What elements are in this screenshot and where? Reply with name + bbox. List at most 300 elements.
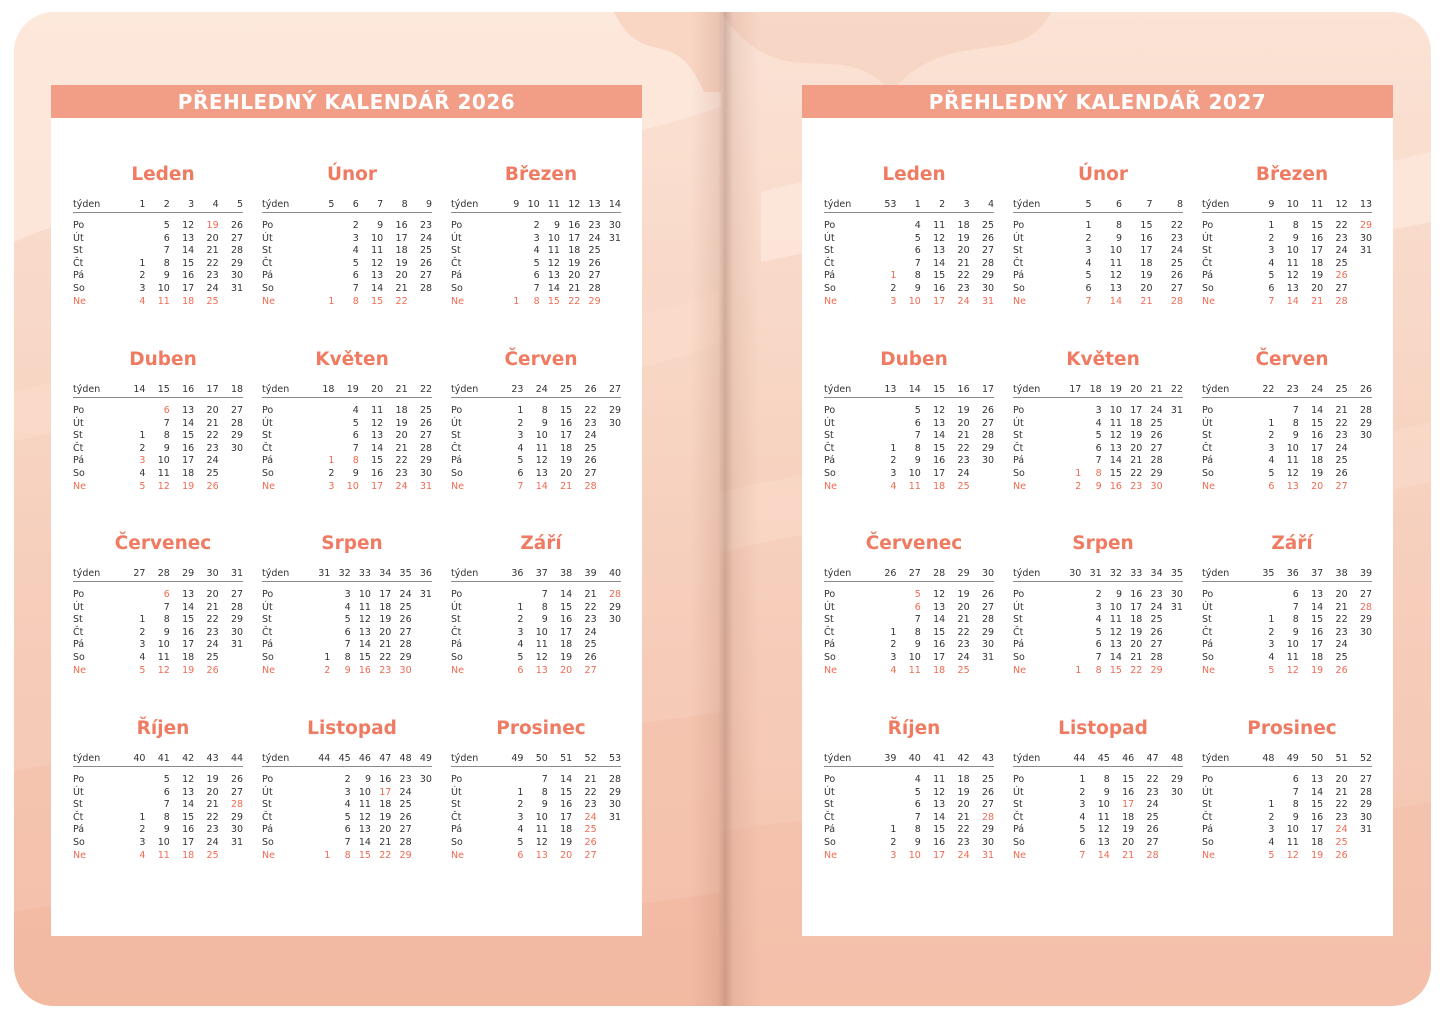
date-cell: 19 bbox=[395, 417, 408, 429]
date-cell: 3 bbox=[1268, 639, 1275, 651]
week-numbers-row bbox=[73, 750, 243, 767]
day-row bbox=[1013, 296, 1183, 309]
date-cell: 2 bbox=[1268, 430, 1275, 442]
day-row bbox=[73, 296, 243, 309]
date-cell: 2 bbox=[139, 626, 146, 638]
month-name: Únor bbox=[1077, 164, 1129, 185]
date-cell: 11 bbox=[933, 220, 946, 231]
date-cell: 4 bbox=[914, 220, 921, 231]
date-cell: 3 bbox=[344, 589, 351, 600]
day-grid bbox=[73, 589, 243, 677]
week-number: 28 bbox=[933, 567, 946, 579]
date-cell: 23 bbox=[588, 220, 601, 231]
date-cell: 5 bbox=[1268, 270, 1275, 282]
date-cell: 5 bbox=[517, 651, 524, 663]
date-cell bbox=[601, 270, 621, 283]
date-cell bbox=[310, 812, 330, 825]
date-cell: 7 bbox=[914, 811, 921, 823]
date-cell: 26 bbox=[1335, 467, 1348, 479]
date-cell: 31 bbox=[230, 639, 244, 651]
date-cell bbox=[412, 652, 432, 665]
week-number: 6 bbox=[1115, 198, 1122, 210]
weekday-label: Čt bbox=[451, 811, 462, 823]
date-cell: 10 bbox=[535, 430, 548, 442]
date-cell bbox=[1348, 468, 1372, 481]
weekday-label: So bbox=[824, 282, 836, 294]
date-cell: 10 bbox=[908, 467, 921, 479]
date-cell: 14 bbox=[1109, 651, 1122, 663]
date-cell bbox=[310, 589, 330, 602]
day-columns bbox=[1250, 233, 1372, 246]
day-row bbox=[451, 589, 621, 602]
day-columns bbox=[310, 787, 432, 800]
day-row bbox=[824, 799, 994, 812]
weekday-label: Pá bbox=[1202, 824, 1214, 836]
day-row bbox=[451, 468, 621, 481]
date-cell bbox=[597, 850, 621, 863]
weekday-label: St bbox=[1013, 245, 1023, 257]
month-name: Červenec bbox=[114, 533, 212, 554]
weekday-label: St bbox=[1202, 614, 1212, 626]
week-columns bbox=[872, 199, 994, 210]
day-row bbox=[73, 455, 243, 468]
week-number: 19 bbox=[1109, 383, 1122, 395]
date-cell: 23 bbox=[1170, 232, 1183, 244]
day-row bbox=[451, 665, 621, 678]
date-cell: 22 bbox=[1170, 220, 1183, 231]
day-row bbox=[451, 774, 621, 787]
date-cell: 4 bbox=[139, 651, 146, 663]
week-number: 28 bbox=[157, 567, 170, 579]
date-cell: 6 bbox=[1079, 836, 1086, 848]
weekday-label: Po bbox=[73, 220, 85, 231]
week-number: 1 bbox=[914, 198, 921, 210]
weekday-label: Čt bbox=[262, 442, 273, 454]
date-cell bbox=[121, 787, 145, 800]
day-columns bbox=[1250, 787, 1372, 800]
date-cell: 28 bbox=[399, 639, 412, 651]
date-cell bbox=[1348, 639, 1372, 652]
date-cell: 21 bbox=[584, 589, 597, 600]
date-cell: 5 bbox=[533, 257, 540, 269]
day-columns bbox=[121, 837, 243, 850]
day-row bbox=[451, 245, 621, 258]
day-grid bbox=[1202, 405, 1372, 493]
day-row bbox=[262, 787, 432, 800]
day-grid bbox=[451, 589, 621, 677]
week-numbers-row bbox=[451, 565, 621, 582]
date-cell: 29 bbox=[1359, 799, 1373, 811]
date-cell: 23 bbox=[206, 270, 219, 282]
date-cell: 29 bbox=[1359, 417, 1373, 429]
weekday-label: Po bbox=[1202, 589, 1214, 600]
day-row bbox=[262, 443, 432, 456]
date-cell: 29 bbox=[588, 295, 601, 307]
date-cell: 23 bbox=[395, 467, 408, 479]
date-cell: 4 bbox=[344, 799, 351, 811]
date-cell: 14 bbox=[535, 480, 548, 492]
day-row bbox=[1202, 455, 1372, 468]
day-columns bbox=[1250, 850, 1372, 863]
holiday-date: 6 bbox=[163, 589, 170, 600]
week-number: 43 bbox=[981, 752, 995, 764]
day-columns bbox=[1061, 787, 1183, 800]
date-cell: 3 bbox=[1095, 601, 1102, 613]
weekday-label: Čt bbox=[262, 811, 273, 823]
holiday-date: 24 bbox=[1335, 824, 1348, 836]
date-cell: 17 bbox=[182, 836, 195, 848]
date-cell: 2 bbox=[517, 614, 524, 626]
day-grid bbox=[824, 405, 994, 493]
weekday-label: Pá bbox=[73, 270, 85, 282]
date-cell: 5 bbox=[517, 836, 524, 848]
weekday-label: Čt bbox=[451, 442, 462, 454]
date-cell: 20 bbox=[1311, 480, 1324, 492]
day-columns bbox=[310, 443, 432, 456]
date-cell: 12 bbox=[933, 405, 946, 416]
date-cell: 18 bbox=[182, 467, 195, 479]
date-cell: 4 bbox=[517, 442, 524, 454]
day-columns bbox=[872, 639, 994, 652]
date-cell: 20 bbox=[206, 589, 219, 600]
weekday-label: St bbox=[1013, 614, 1023, 626]
weekday-label: Út bbox=[1013, 417, 1024, 429]
date-cell: 9 bbox=[1115, 232, 1122, 244]
date-cell: 24 bbox=[399, 589, 412, 600]
date-cell: 20 bbox=[395, 270, 408, 282]
weekday-label: Ne bbox=[73, 849, 86, 861]
weekday-label: Po bbox=[451, 589, 463, 600]
date-cell bbox=[412, 837, 432, 850]
day-row bbox=[73, 258, 243, 271]
date-cell: 14 bbox=[358, 836, 371, 848]
date-cell: 19 bbox=[1122, 824, 1135, 836]
month-name: Červenec bbox=[865, 533, 963, 554]
date-cell: 19 bbox=[379, 614, 392, 626]
date-cell: 17 bbox=[1311, 442, 1324, 454]
month-block bbox=[262, 533, 432, 677]
date-cell: 8 bbox=[1292, 417, 1299, 429]
weekday-label: Pá bbox=[262, 824, 274, 836]
date-cell: 4 bbox=[890, 480, 897, 492]
date-cell: 17 bbox=[1311, 824, 1324, 836]
month-block bbox=[73, 349, 243, 493]
date-cell bbox=[1250, 589, 1274, 602]
date-cell: 14 bbox=[358, 639, 371, 651]
date-cell: 20 bbox=[395, 430, 408, 442]
weekday-label: Út bbox=[1013, 786, 1024, 798]
date-cell bbox=[597, 468, 621, 481]
holiday-date: 1 bbox=[890, 270, 897, 282]
day-columns bbox=[872, 850, 994, 863]
date-cell bbox=[219, 296, 243, 309]
date-cell: 13 bbox=[182, 405, 195, 416]
day-columns bbox=[310, 283, 432, 296]
week-number: 45 bbox=[338, 752, 351, 764]
date-cell: 16 bbox=[1122, 786, 1135, 798]
day-columns bbox=[310, 774, 432, 787]
week-columns bbox=[872, 568, 994, 579]
week-columns bbox=[1250, 753, 1372, 764]
day-row bbox=[824, 443, 994, 456]
week-number: 40 bbox=[133, 752, 146, 764]
week-columns bbox=[499, 199, 621, 210]
day-columns bbox=[121, 418, 243, 431]
week-numbers-row bbox=[824, 381, 994, 398]
date-cell: 20 bbox=[957, 601, 970, 613]
holiday-date: 5 bbox=[914, 589, 921, 600]
day-columns bbox=[310, 430, 432, 443]
day-row bbox=[824, 233, 994, 246]
day-columns bbox=[1061, 850, 1183, 863]
weekday-label: Út bbox=[451, 417, 462, 429]
date-cell: 8 bbox=[533, 295, 540, 307]
weekday-label: Pá bbox=[824, 824, 836, 836]
day-columns bbox=[499, 665, 621, 678]
day-columns bbox=[1250, 799, 1372, 812]
day-row bbox=[73, 837, 243, 850]
date-cell: 12 bbox=[371, 417, 384, 429]
date-cell: 27 bbox=[981, 417, 995, 429]
week-number: 47 bbox=[1146, 752, 1159, 764]
day-row bbox=[73, 774, 243, 787]
weekday-label: So bbox=[1202, 836, 1214, 848]
day-columns bbox=[121, 652, 243, 665]
date-cell: 5 bbox=[1095, 626, 1102, 638]
week-number: 51 bbox=[560, 752, 573, 764]
day-columns bbox=[499, 258, 621, 271]
day-grid bbox=[1202, 220, 1372, 308]
date-cell: 30 bbox=[1150, 480, 1163, 492]
date-cell: 11 bbox=[1286, 651, 1299, 663]
date-cell: 13 bbox=[535, 849, 548, 861]
date-cell: 31 bbox=[1359, 245, 1373, 257]
day-row bbox=[262, 468, 432, 481]
date-cell bbox=[1250, 774, 1274, 787]
date-cell: 12 bbox=[182, 220, 195, 231]
month-block bbox=[1013, 718, 1183, 862]
date-cell: 10 bbox=[1109, 405, 1122, 416]
day-row bbox=[451, 614, 621, 627]
date-cell: 9 bbox=[344, 664, 351, 676]
day-row bbox=[824, 589, 994, 602]
date-cell: 18 bbox=[379, 799, 392, 811]
holiday-date: 1 bbox=[1075, 467, 1082, 479]
date-cell: 11 bbox=[1286, 257, 1299, 269]
weekday-label: Út bbox=[824, 786, 835, 798]
month-block bbox=[451, 533, 621, 677]
date-cell: 17 bbox=[182, 455, 195, 467]
week-number: 43 bbox=[206, 752, 219, 764]
day-columns bbox=[872, 799, 994, 812]
week-numbers-row bbox=[824, 750, 994, 767]
date-cell: 21 bbox=[1335, 786, 1348, 798]
week-number: 50 bbox=[1311, 752, 1324, 764]
week-number: 27 bbox=[133, 567, 146, 579]
date-cell: 19 bbox=[1130, 430, 1143, 442]
week-columns bbox=[1061, 384, 1183, 395]
date-cell bbox=[1163, 614, 1183, 627]
week-number: 11 bbox=[1311, 198, 1324, 210]
month-name: Prosinec bbox=[1247, 718, 1337, 739]
day-columns bbox=[310, 220, 432, 233]
weekday-label: Ne bbox=[451, 480, 464, 492]
date-cell: 22 bbox=[568, 295, 581, 307]
date-cell: 6 bbox=[533, 270, 540, 282]
day-row bbox=[1013, 481, 1183, 494]
date-cell: 16 bbox=[358, 664, 371, 676]
date-cell: 5 bbox=[1079, 824, 1086, 836]
day-columns bbox=[1061, 468, 1183, 481]
day-columns bbox=[1250, 602, 1372, 615]
day-columns bbox=[121, 627, 243, 640]
week-number: 16 bbox=[182, 383, 195, 395]
weekday-label: So bbox=[451, 282, 463, 294]
date-cell bbox=[219, 481, 243, 494]
date-cell bbox=[597, 627, 621, 640]
day-row bbox=[73, 812, 243, 825]
weekday-label: Po bbox=[262, 589, 274, 600]
day-row bbox=[824, 296, 994, 309]
date-cell bbox=[1061, 405, 1081, 418]
date-cell: 14 bbox=[1109, 295, 1122, 307]
date-cell bbox=[121, 418, 145, 431]
day-columns bbox=[499, 220, 621, 233]
day-row bbox=[451, 258, 621, 271]
week-number: 44 bbox=[1073, 752, 1086, 764]
date-cell: 15 bbox=[560, 786, 573, 798]
day-columns bbox=[310, 468, 432, 481]
day-columns bbox=[1061, 258, 1183, 271]
day-columns bbox=[1061, 652, 1183, 665]
date-cell: 17 bbox=[933, 295, 946, 307]
date-cell: 24 bbox=[206, 282, 219, 294]
date-cell: 25 bbox=[1146, 811, 1159, 823]
week-label: týden bbox=[73, 567, 101, 579]
date-cell: 13 bbox=[371, 430, 384, 442]
week-number: 5 bbox=[236, 198, 244, 210]
date-cell: 7 bbox=[914, 430, 921, 442]
date-cell bbox=[219, 665, 243, 678]
weekday-label: Čt bbox=[451, 257, 462, 269]
day-grid bbox=[824, 220, 994, 308]
week-number: 47 bbox=[379, 752, 392, 764]
date-cell: 14 bbox=[560, 774, 573, 785]
date-cell: 30 bbox=[230, 626, 244, 638]
day-columns bbox=[872, 418, 994, 431]
day-row bbox=[73, 430, 243, 443]
weekday-label: Po bbox=[824, 405, 836, 416]
date-cell: 8 bbox=[163, 257, 170, 269]
day-columns bbox=[872, 774, 994, 787]
weekday-label: Čt bbox=[73, 257, 84, 269]
day-columns bbox=[121, 481, 243, 494]
day-row bbox=[262, 589, 432, 602]
month-block bbox=[824, 718, 994, 862]
date-cell: 10 bbox=[535, 626, 548, 638]
day-columns bbox=[1061, 824, 1183, 837]
weekday-label: Čt bbox=[1013, 626, 1024, 638]
date-cell: 5 bbox=[352, 257, 359, 269]
date-cell: 16 bbox=[1311, 232, 1324, 244]
day-grid bbox=[73, 220, 243, 308]
date-cell bbox=[1250, 405, 1274, 418]
date-cell: 22 bbox=[957, 442, 970, 454]
date-cell bbox=[872, 602, 896, 615]
date-cell: 21 bbox=[957, 430, 970, 442]
week-numbers-row bbox=[1013, 196, 1183, 213]
date-cell bbox=[1348, 258, 1372, 271]
date-cell: 16 bbox=[933, 836, 946, 848]
date-cell: 15 bbox=[1311, 799, 1324, 811]
date-cell bbox=[310, 787, 330, 800]
week-number: 24 bbox=[1311, 383, 1324, 395]
date-cell: 8 bbox=[163, 614, 170, 626]
date-cell: 15 bbox=[933, 626, 946, 638]
day-row bbox=[73, 627, 243, 640]
month-name: Březen bbox=[1255, 164, 1329, 185]
date-cell: 26 bbox=[1335, 664, 1348, 676]
date-cell: 28 bbox=[1359, 786, 1373, 798]
date-cell bbox=[412, 799, 432, 812]
date-cell: 18 bbox=[182, 295, 195, 307]
date-cell bbox=[499, 220, 519, 233]
day-columns bbox=[499, 455, 621, 468]
date-cell: 17 bbox=[1311, 245, 1324, 257]
day-columns bbox=[872, 283, 994, 296]
day-row bbox=[262, 270, 432, 283]
date-cell bbox=[310, 220, 334, 233]
date-cell: 13 bbox=[182, 786, 195, 798]
day-columns bbox=[499, 627, 621, 640]
date-cell: 9 bbox=[1292, 430, 1299, 442]
day-row bbox=[73, 639, 243, 652]
weekday-label: Pá bbox=[1013, 824, 1025, 836]
day-columns bbox=[1250, 430, 1372, 443]
date-cell: 21 bbox=[379, 639, 392, 651]
week-label: týden bbox=[262, 752, 290, 764]
day-columns bbox=[499, 468, 621, 481]
date-cell bbox=[597, 443, 621, 456]
date-cell: 7 bbox=[541, 774, 548, 785]
date-cell: 18 bbox=[560, 824, 573, 836]
day-row bbox=[451, 799, 621, 812]
date-cell: 22 bbox=[957, 824, 970, 836]
week-number: 24 bbox=[535, 383, 548, 395]
date-cell: 15 bbox=[560, 405, 573, 416]
date-cell bbox=[310, 233, 334, 246]
day-columns bbox=[1250, 296, 1372, 309]
date-cell: 4 bbox=[344, 601, 351, 613]
day-row bbox=[1202, 430, 1372, 443]
week-number: 19 bbox=[346, 383, 359, 395]
date-cell: 21 bbox=[395, 442, 408, 454]
date-cell: 4 bbox=[1079, 811, 1086, 823]
week-number: 14 bbox=[908, 383, 921, 395]
date-cell: 11 bbox=[157, 849, 170, 861]
weekday-label: Ne bbox=[1202, 480, 1215, 492]
week-label: týden bbox=[262, 383, 290, 395]
date-cell: 20 bbox=[560, 849, 573, 861]
date-cell: 28 bbox=[419, 442, 433, 454]
date-cell: 14 bbox=[1311, 405, 1324, 416]
date-cell: 1 bbox=[139, 811, 146, 823]
date-cell: 23 bbox=[1146, 786, 1159, 798]
week-number: 39 bbox=[1359, 567, 1373, 579]
date-cell: 16 bbox=[182, 626, 195, 638]
date-cell: 29 bbox=[981, 626, 995, 638]
date-cell: 24 bbox=[206, 836, 219, 848]
